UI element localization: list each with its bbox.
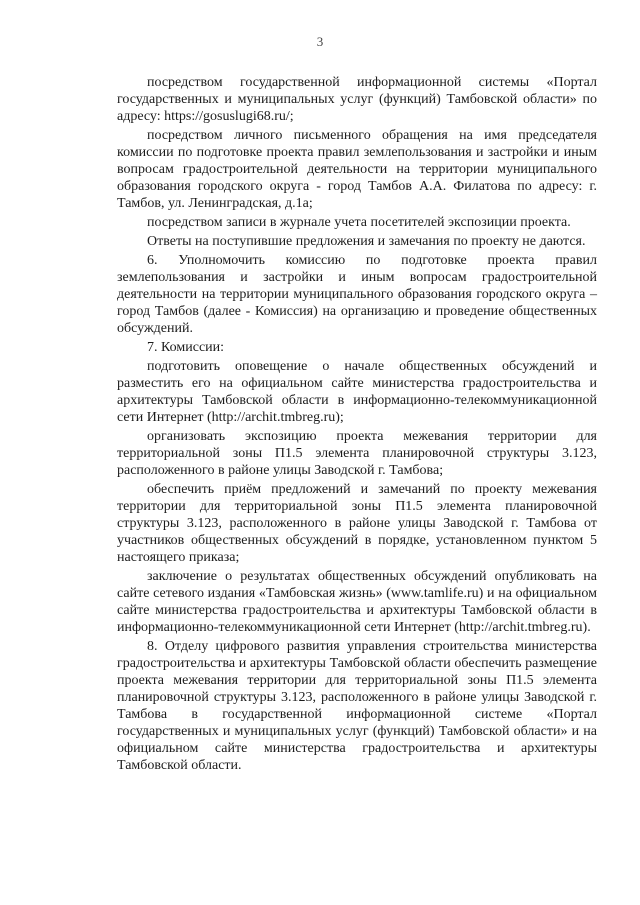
page-number: 3 <box>316 34 324 49</box>
paragraph-item-8: 8. Отделу цифрового развития управления строительства министерства градостроительства и архитектуры Тамбовской области обеспечить размещение проекта межевания территории для территориальной зоны П1.5 элемента планировочной структуры 3.123, расположенного в районе улицы Заводской г. Тамбова в государственной информационной системе «Портал государственных и муниципальных услуг (функций) Тамбовской области» и на официальном сайте министерства градостроительства и архитектуры Тамбовской области. <box>117 639 597 773</box>
paragraph-item-6: 6. Уполномочить комиссию по подготовке проекта правил землепользования и застройки и иным вопросам градостроительной деятельности на территории муниципального образования городского округа – город Тамбов (далее - Комиссия) на организацию и проведение общественных обсуждений. <box>117 253 597 336</box>
paragraph-publish-conclusion: заключение о результатах общественных обсуждений опубликовать на сайте сетевого издания «Тамбовская жизнь» (www.tamlife.ru) и на официальном сайте министерства градостроительства и архитектуры Тамбовской области в информационно-телекоммуникационной сети Интернет (http://archit.tmbreg.ru). <box>117 569 597 635</box>
paragraph-item-7: 7. Комиссии: <box>147 340 225 355</box>
paragraph-no-answers: Ответы на поступившие предложения и замечания по проекту не даются. <box>147 234 586 249</box>
paragraph-organize-exposition: организовать экспозицию проекта межевания территории для территориальной зоны П1.5 элемента планировочной структуры 3.123, расположенного в районе улицы Заводской г. Тамбова; <box>117 429 597 478</box>
paragraph-portal-submission: посредством государственной информационной системы «Портал государственных и муниципальных услуг (функций) Тамбовской области» по адресу: https://gosuslugi68.ru/; <box>117 75 597 124</box>
paragraph-visitor-log: посредством записи в журнале учета посетителей экспозиции проекта. <box>147 215 571 230</box>
paragraph-accept-proposals: обеспечить приём предложений и замечаний по проекту межевания территории для территориальной зоны П1.5 элемента планировочной структуры 3.123, расположенного в районе улицы Заводской г. Тамбова от участников общественных обсуждений в порядке, установленном пунктом 5 настоящего приказа; <box>117 482 597 565</box>
document-body <box>117 74 597 776</box>
paragraph-written-appeal: посредством личного письменного обращения на имя председателя комиссии по подготовке проекта правил землепользования и застройки и иным вопросам градостроительной деятельности на территории муниципального образования городского округа - город Тамбов А.А. Филатова по адресу: г. Тамбов, ул. Ленинградская, д.1а; <box>117 128 597 211</box>
paragraph-prepare-notice: подготовить оповещение о начале общественных обсуждений и разместить его на официальном сайте министерства градостроительства и архитектуры Тамбовской области в информационно-телекоммуникационной сети Интернет (http://archit.tmbreg.ru); <box>117 359 597 425</box>
